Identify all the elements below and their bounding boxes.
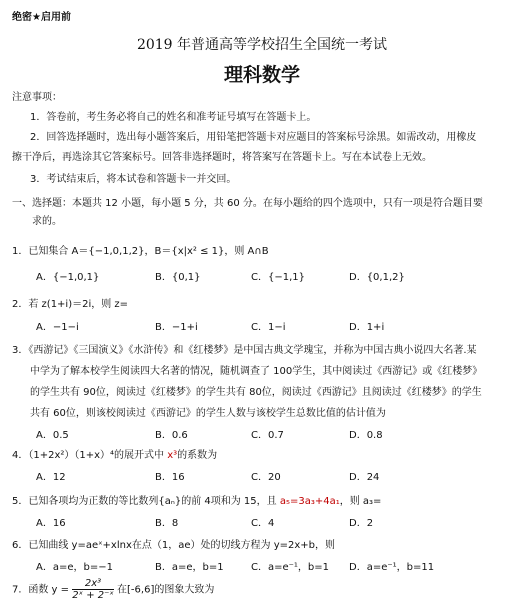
option-b: B．8 bbox=[155, 518, 179, 529]
question-6-stem: 6．已知曲线 y=aeˣ+xlnx在点（1，ae）处的切线方程为 y=2x+b，则 bbox=[12, 540, 336, 551]
option-a: A．0.5 bbox=[36, 430, 69, 441]
exam-title: 2019 年普通高等学校招生全国统一考试 bbox=[136, 37, 388, 53]
note-item-3: 3．考试结束后，将本试卷和答题卡一并交回。 bbox=[30, 174, 237, 185]
option-c: C．0.7 bbox=[251, 430, 284, 441]
question-7-stem bbox=[12, 578, 214, 601]
function-fraction bbox=[72, 578, 114, 601]
option-b: B．0.6 bbox=[155, 430, 188, 441]
section-heading-cont: 求的。 bbox=[32, 216, 62, 227]
option-a: A．12 bbox=[36, 472, 66, 483]
option-c: C．4 bbox=[251, 518, 275, 529]
option-c: C．1−i bbox=[251, 322, 286, 333]
option-a: A．a=e，b=−1 bbox=[36, 562, 113, 573]
subject-title: 理科数学 bbox=[223, 64, 300, 86]
question-1-options bbox=[0, 268, 524, 282]
note-item-1: 1．答卷前，考生务必将自己的姓名和准考证号填写在答题卡上。 bbox=[30, 112, 317, 123]
question-6-options bbox=[0, 558, 524, 572]
question-7-suffix: 在[-6,6]的图象大致为 bbox=[117, 584, 215, 596]
question-3-options bbox=[0, 426, 524, 440]
question-4-options bbox=[0, 468, 524, 482]
option-d: D．a=e⁻¹，b=11 bbox=[349, 562, 435, 573]
question-3-line-2: 中学为了解本校学生阅读四大名著的情况，随机调查了 100学生，其中阅读过《西游记》或《红楼梦》 bbox=[30, 366, 483, 377]
question-5-stem bbox=[12, 492, 381, 507]
option-b: B．a=e，b=1 bbox=[155, 562, 224, 573]
option-d: D．0.8 bbox=[349, 430, 383, 441]
question-3-line-3: 的学生共有 90位，阅读过《红楼梦》的学生共有 80位，阅读过《西游记》且阅读过《红楼梦》的学生 bbox=[30, 387, 482, 398]
option-c: C．{−1,1} bbox=[251, 272, 305, 283]
confidential-mark: 绝密★启用前 bbox=[12, 12, 71, 23]
option-a: A．{−1,0,1} bbox=[36, 272, 100, 283]
question-2-stem: 2．若 z(1+i)＝2i，则 z= bbox=[12, 299, 129, 310]
question-5-stem-end: ，则 a₃= bbox=[339, 496, 382, 507]
question-5-highlight: a₅=3a₃+4a₁ bbox=[279, 496, 340, 507]
option-d: D．24 bbox=[349, 472, 380, 483]
option-d: D．2 bbox=[349, 518, 374, 529]
option-b: B．{0,1} bbox=[155, 272, 201, 283]
question-1-stem: 1．已知集合 A＝{−1,0,1,2}，B＝{x|x² ≤ 1}，则 A∩B bbox=[12, 246, 269, 257]
section-heading: 一、选择题：本题共 12 小题，每小题 5 分，共 60 分。在每小题给的四个选项中，只有一项是符合题目要 bbox=[12, 198, 483, 209]
question-2-options bbox=[0, 318, 524, 332]
option-d: D．{0,1,2} bbox=[349, 272, 405, 283]
option-c: C．a=e⁻¹，b=1 bbox=[251, 562, 330, 573]
question-4-stem bbox=[12, 446, 217, 461]
option-b: B．16 bbox=[155, 472, 185, 483]
note-item-2-cont: 擦干净后，再选涂其它答案标号。回答非选择题时，将答案写在答题卡上。写在本试卷上无效。 bbox=[12, 152, 432, 163]
fraction-numerator: 2x³ bbox=[72, 578, 114, 590]
question-5-stem-start: 5．已知各项均为正数的等比数列{aₙ}的前 4项和为 15，且 bbox=[12, 496, 280, 507]
question-3-line-4: 共有 60位，则该校阅读过《西游记》的学生人数与该校学生总数比值的估计值为 bbox=[30, 408, 386, 419]
question-5-options bbox=[0, 514, 524, 528]
option-d: D．1+i bbox=[349, 322, 385, 333]
question-4-highlight: x³ bbox=[164, 450, 178, 461]
option-a: A．16 bbox=[36, 518, 66, 529]
question-7-prefix: 7．函数 y = bbox=[12, 584, 70, 596]
notes-heading: 注意事项： bbox=[12, 92, 62, 103]
option-a: A．−1−i bbox=[36, 322, 79, 333]
fraction-denominator: 2ˣ + 2⁻ˣ bbox=[72, 590, 114, 601]
option-c: C．20 bbox=[251, 472, 281, 483]
option-b: B．−1+i bbox=[155, 322, 198, 333]
question-4-stem-end: 的系数为 bbox=[177, 450, 218, 461]
question-3-line-1: 3．《西游记》《三国演义》《水浒传》和《红楼梦》是中国古典文学瑰宝，并称为中国古典小说四大名著.某 bbox=[12, 345, 477, 356]
note-item-2: 2．回答选择题时，选出每小题答案后，用铅笔把答题卡对应题目的答案标号涂黑。如需改动，用橡皮 bbox=[30, 132, 477, 143]
question-4-stem-start: 4．（1+2x²）（1+x）⁴的展开式中 bbox=[12, 450, 165, 461]
